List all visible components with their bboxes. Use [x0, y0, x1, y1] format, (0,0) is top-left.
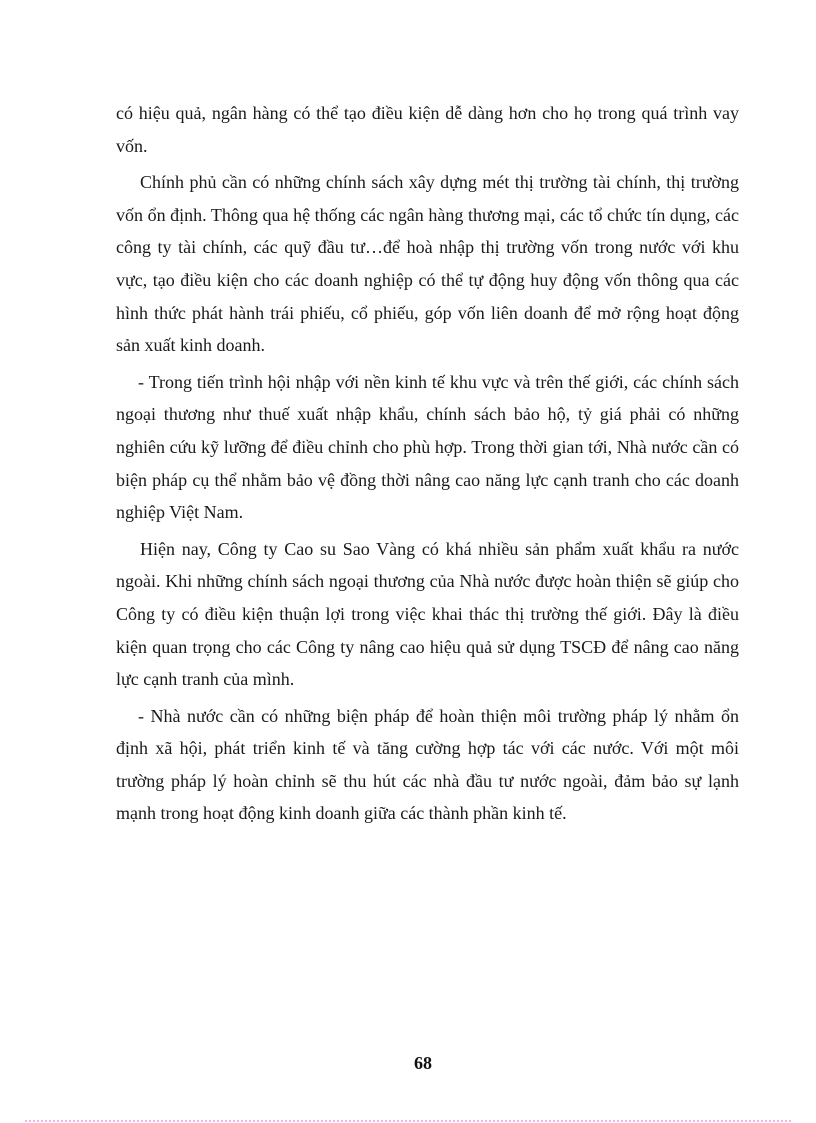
paragraph-continuation: có hiệu quả, ngân hàng có thể tạo điều kiện dễ dàng hơn cho họ trong quá trình vay vốn.	[116, 103, 739, 156]
paragraph-sao-vang-exports: Hiện nay, Công ty Cao su Sao Vàng có khá nhiều sản phẩm xuất khẩu ra nước ngoài. Khi những chính sách ngoại thương của Nhà nước được hoàn thiện sẽ giúp cho Công ty có điều kiện thuận lợi trong việc khai thác thị trường thế giới. Đây là điều kiện quan trọng cho các Công ty nâng cao hiệu quả sử dụng TSCĐ để nâng cao năng lực cạnh tranh của mình.	[116, 538, 739, 690]
body-text	[116, 97, 739, 830]
page-number: 68	[414, 1053, 432, 1073]
paragraph-legal-environment: - Nhà nước cần có những biện pháp để hoàn thiện môi trường pháp lý nhằm ổn định xã hội, phát triển kinh tế và tăng cường hợp tác với các nước. Với một môi trường pháp lý hoàn chỉnh sẽ thu hút các nhà đầu tư nước ngoài, đảm bảo sự lạnh mạnh trong hoạt động kinh doanh giữa các thành phần kinh tế.	[116, 705, 739, 824]
paragraph-government-financial-market: Chính phủ cần có những chính sách xây dựng mét thị trường tài chính, thị trường vốn ổn định. Thông qua hệ thống các ngân hàng thương mại, các tổ chức tín dụng, các công ty tài chính, các quỹ đầu tư…để hoà nhập thị trường vốn trong nước với khu vực, tạo điều kiện cho các doanh nghiệp có thể tự động huy động vốn thông qua các hình thức phát hành trái phiếu, cổ phiếu, góp vốn liên doanh để mở rộng hoạt động sản xuất kinh doanh.	[116, 172, 739, 356]
paragraph-trade-policy: - Trong tiến trình hội nhập với nền kinh tế khu vực và trên thế giới, các chính sách ngoại thương như thuế xuất nhập khẩu, chính sách bảo hộ, tỷ giá phải có những nghiên cứu kỹ lưỡng để điều chỉnh cho phù hợp. Trong thời gian tới, Nhà nước cần có biện pháp cụ thể nhằm bảo vệ đồng thời nâng cao năng lực cạnh tranh cho các doanh nghiệp Việt Nam.	[116, 371, 739, 523]
page-bottom-border	[25, 1120, 791, 1122]
